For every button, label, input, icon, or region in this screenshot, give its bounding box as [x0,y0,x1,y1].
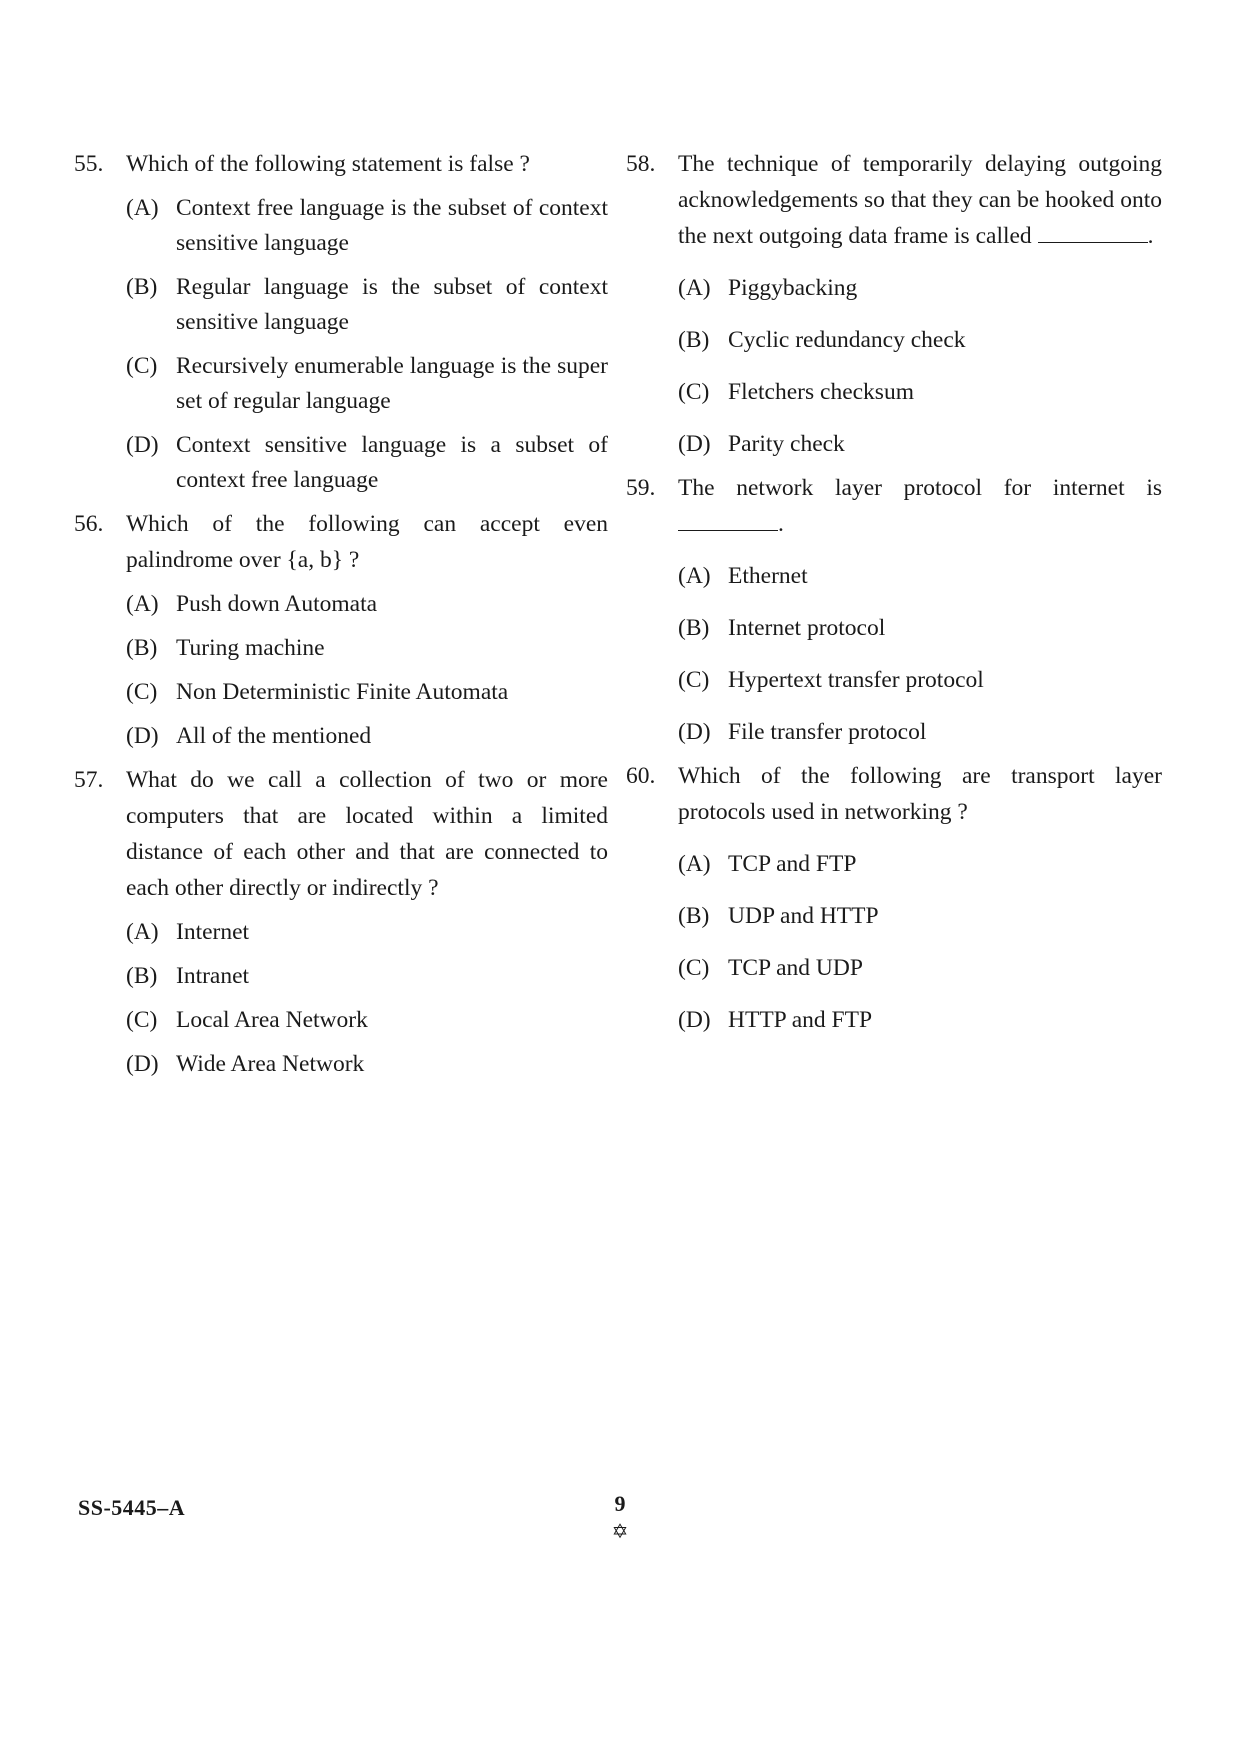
option-d [126,719,608,754]
option-label: (C) [126,353,158,379]
option-a [126,915,608,950]
question-text: Which of the following are transport layer protocols used in networking ? [678,763,1162,825]
option-label: (B) [678,327,710,353]
option-a [126,587,608,622]
option-label: (A) [126,919,159,945]
option-text: All of the mentioned [176,723,372,749]
option-text: Non Deterministic Finite Automata [176,679,509,705]
paper-code: SS-5445–A [78,1495,186,1520]
option-label: (D) [678,431,711,457]
option-text: Internet protocol [728,615,886,641]
option-text: Push down Automata [176,591,378,617]
option-d [126,428,608,498]
question-60 [626,758,1162,1038]
option-text: Parity check [728,431,845,457]
option-text: UDP and HTTP [728,903,879,929]
option-c [126,1003,608,1038]
question-text [678,146,1162,254]
question-body: The network layer protocol for internet is [678,475,1162,501]
option-label: (C) [126,679,158,705]
option-text: Hypertext transfer protocol [728,667,984,693]
option-text: Intranet [176,963,250,989]
option-label: (B) [126,963,158,989]
question-57 [74,762,608,1082]
option-label: (D) [126,432,159,458]
option-text: Cyclic redundancy check [728,327,966,353]
question-text: Which of the following statement is false ? [126,151,530,177]
option-text: TCP and UDP [728,955,863,981]
option-b [678,611,1162,646]
option-text: Fletchers checksum [728,379,914,405]
question-number: 60. [626,763,656,789]
option-text: Turing machine [176,635,325,661]
question-text: What do we call a collection of two or more computers that are located within a limited distance of each other and that are connected to each other directly or indirectly ? [126,767,608,901]
left-column [74,146,608,1082]
question-suffix: . [778,511,784,537]
option-label: (D) [678,719,711,745]
page-number: 9 [614,1491,626,1516]
option-label: (D) [126,1051,159,1077]
question-number: 56. [74,511,104,537]
option-label: (C) [678,667,710,693]
option-text: Piggybacking [728,275,858,301]
question-number: 59. [626,475,656,501]
option-b [126,959,608,994]
option-label: (A) [126,591,159,617]
option-label: (B) [126,635,158,661]
option-label: (C) [126,1007,158,1033]
option-label: (D) [126,723,159,749]
option-text: Ethernet [728,563,808,589]
option-text: TCP and FTP [728,851,857,877]
option-d [126,1047,608,1082]
option-text: Local Area Network [176,1007,368,1033]
question-body: The technique of temporarily delaying outgoing acknowledgements so that they can be hooked onto the next outgoing data frame is called [678,151,1162,249]
option-text: Context sensitive language is a subset of context free language [176,432,608,493]
option-text: Wide Area Network [176,1051,365,1077]
option-label: (A) [678,851,711,877]
answer-blank [1038,222,1148,243]
question-59 [626,470,1162,750]
question-suffix: . [1147,223,1154,249]
option-label: (D) [678,1007,711,1033]
question-text: Which of the following can accept even palindrome over {a, b} ? [126,511,608,573]
right-column [626,146,1162,1038]
option-text: Regular language is the subset of context sensitive language [176,274,608,335]
option-label: (A) [126,195,159,221]
option-label: (A) [678,275,711,301]
option-label: (B) [678,615,710,641]
option-a [678,271,1162,306]
question-number: 58. [626,151,656,177]
option-label: (A) [678,563,711,589]
option-text: Context free language is the subset of context sensitive language [176,195,608,256]
option-b [126,270,608,340]
question-58 [626,146,1162,462]
question-text [678,470,1162,542]
option-c [678,663,1162,698]
option-d [678,1003,1162,1038]
option-d [678,427,1162,462]
question-55 [74,146,608,498]
option-label: (B) [126,274,158,300]
option-c [678,375,1162,410]
star-of-david-icon: ✡ [611,1519,629,1543]
option-text: Internet [176,919,250,945]
option-label: (C) [678,379,710,405]
option-c [678,951,1162,986]
option-b [126,631,608,666]
question-number: 57. [74,767,104,793]
option-b [678,899,1162,934]
answer-blank [678,510,778,531]
question-56 [74,506,608,754]
option-text: HTTP and FTP [728,1007,873,1033]
option-c [126,349,608,419]
option-c [126,675,608,710]
option-a [678,559,1162,594]
option-a [126,191,608,261]
option-label: (B) [678,903,710,929]
question-number: 55. [74,151,104,177]
option-d [678,715,1162,750]
option-label: (C) [678,955,710,981]
option-text: File transfer protocol [728,719,927,745]
option-text: Recursively enumerable language is the super set of regular language [176,353,608,414]
option-b [678,323,1162,358]
option-a [678,847,1162,882]
